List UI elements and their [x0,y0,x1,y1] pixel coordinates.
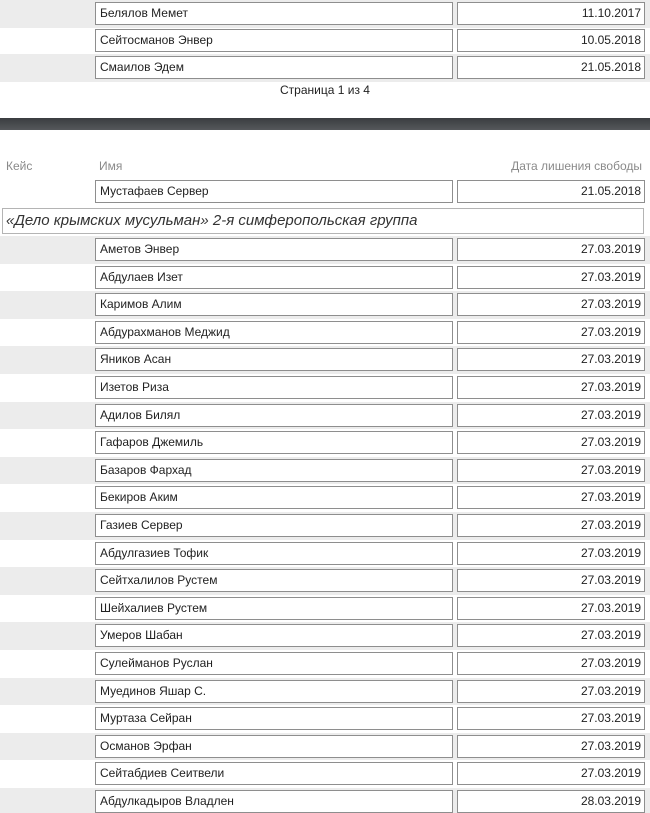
table-row [0,595,650,623]
name-cell: Аметов Энвер [95,238,453,261]
table-row [0,733,650,761]
date-cell: 27.03.2019 [457,542,645,565]
name-cell: Каримов Алим [95,293,453,316]
date-cell: 27.03.2019 [457,404,645,427]
name-cell: Гафаров Джемиль [95,431,453,454]
date-cell: 27.03.2019 [457,266,645,289]
column-header-name: Имя [99,159,123,173]
table-row [0,678,650,706]
name-cell: Сейтабдиев Сеитвели [95,762,453,785]
name-cell: Яников Асан [95,348,453,371]
column-header-date: Дата лишения свободы [511,159,642,173]
table-row [0,236,650,264]
name-cell: Бекиров Аким [95,486,453,509]
name-cell: Сейтхалилов Рустем [95,569,453,592]
table-row [0,484,650,512]
name-cell: Абдулгазиев Тофик [95,542,453,565]
group-title: «Дело крымских мусульман» 2-я симферопольская группа [2,208,644,234]
name-cell: Умеров Шабан [95,624,453,647]
date-cell: 27.03.2019 [457,376,645,399]
table-row [0,402,650,430]
table-row [0,429,650,457]
date-cell: 27.03.2019 [457,597,645,620]
name-cell: Адилов Билял [95,404,453,427]
table-row [0,705,650,733]
table-row [0,27,650,55]
name-cell: Белялов Мемет [95,2,453,25]
name-cell: Абдурахманов Меджид [95,321,453,344]
date-cell: 27.03.2019 [457,486,645,509]
column-header-case: Кейс [6,159,33,173]
name-cell: Мустафаев Сервер [95,180,453,203]
table-row [0,0,650,28]
name-cell: Смаилов Эдем [95,56,453,79]
name-cell: Абдулаев Изет [95,266,453,289]
date-cell: 27.03.2019 [457,680,645,703]
name-cell: Османов Эрфан [95,735,453,758]
table-row [0,54,650,82]
date-cell: 11.10.2017 [457,2,645,25]
table-row [0,264,650,292]
date-cell: 27.03.2019 [457,762,645,785]
name-cell: Базаров Фархад [95,459,453,482]
page-separator [0,118,650,130]
table-header [0,155,650,175]
date-cell: 27.03.2019 [457,735,645,758]
date-cell: 27.03.2019 [457,514,645,537]
table-row [0,650,650,678]
table-row [0,788,650,813]
name-cell: Абдулкадыров Владлен [95,790,453,813]
name-cell: Сулейманов Руслан [95,652,453,675]
date-cell: 27.03.2019 [457,707,645,730]
date-cell: 28.03.2019 [457,790,645,813]
table-row [0,457,650,485]
table-row [0,622,650,650]
name-cell: Изетов Риза [95,376,453,399]
table-row [0,291,650,319]
date-cell: 27.03.2019 [457,293,645,316]
name-cell: Муртаза Сейран [95,707,453,730]
table-row [0,178,650,206]
name-cell: Газиев Сервер [95,514,453,537]
date-cell: 21.05.2018 [457,180,645,203]
date-cell: 27.03.2019 [457,238,645,261]
name-cell: Сейтосманов Энвер [95,29,453,52]
date-cell: 10.05.2018 [457,29,645,52]
date-cell: 27.03.2019 [457,431,645,454]
name-cell: Шейхалиев Рустем [95,597,453,620]
date-cell: 27.03.2019 [457,624,645,647]
table-row [0,512,650,540]
date-cell: 27.03.2019 [457,321,645,344]
name-cell: Муединов Яшар С. [95,680,453,703]
date-cell: 27.03.2019 [457,569,645,592]
table-row [0,374,650,402]
table-row [0,760,650,788]
table-row [0,346,650,374]
table-row [0,319,650,347]
date-cell: 21.05.2018 [457,56,645,79]
date-cell: 27.03.2019 [457,652,645,675]
table-row [0,567,650,595]
table-row [0,540,650,568]
date-cell: 27.03.2019 [457,348,645,371]
page-number: Страница 1 из 4 [280,83,370,97]
date-cell: 27.03.2019 [457,459,645,482]
previous-page-fragment [0,0,650,118]
